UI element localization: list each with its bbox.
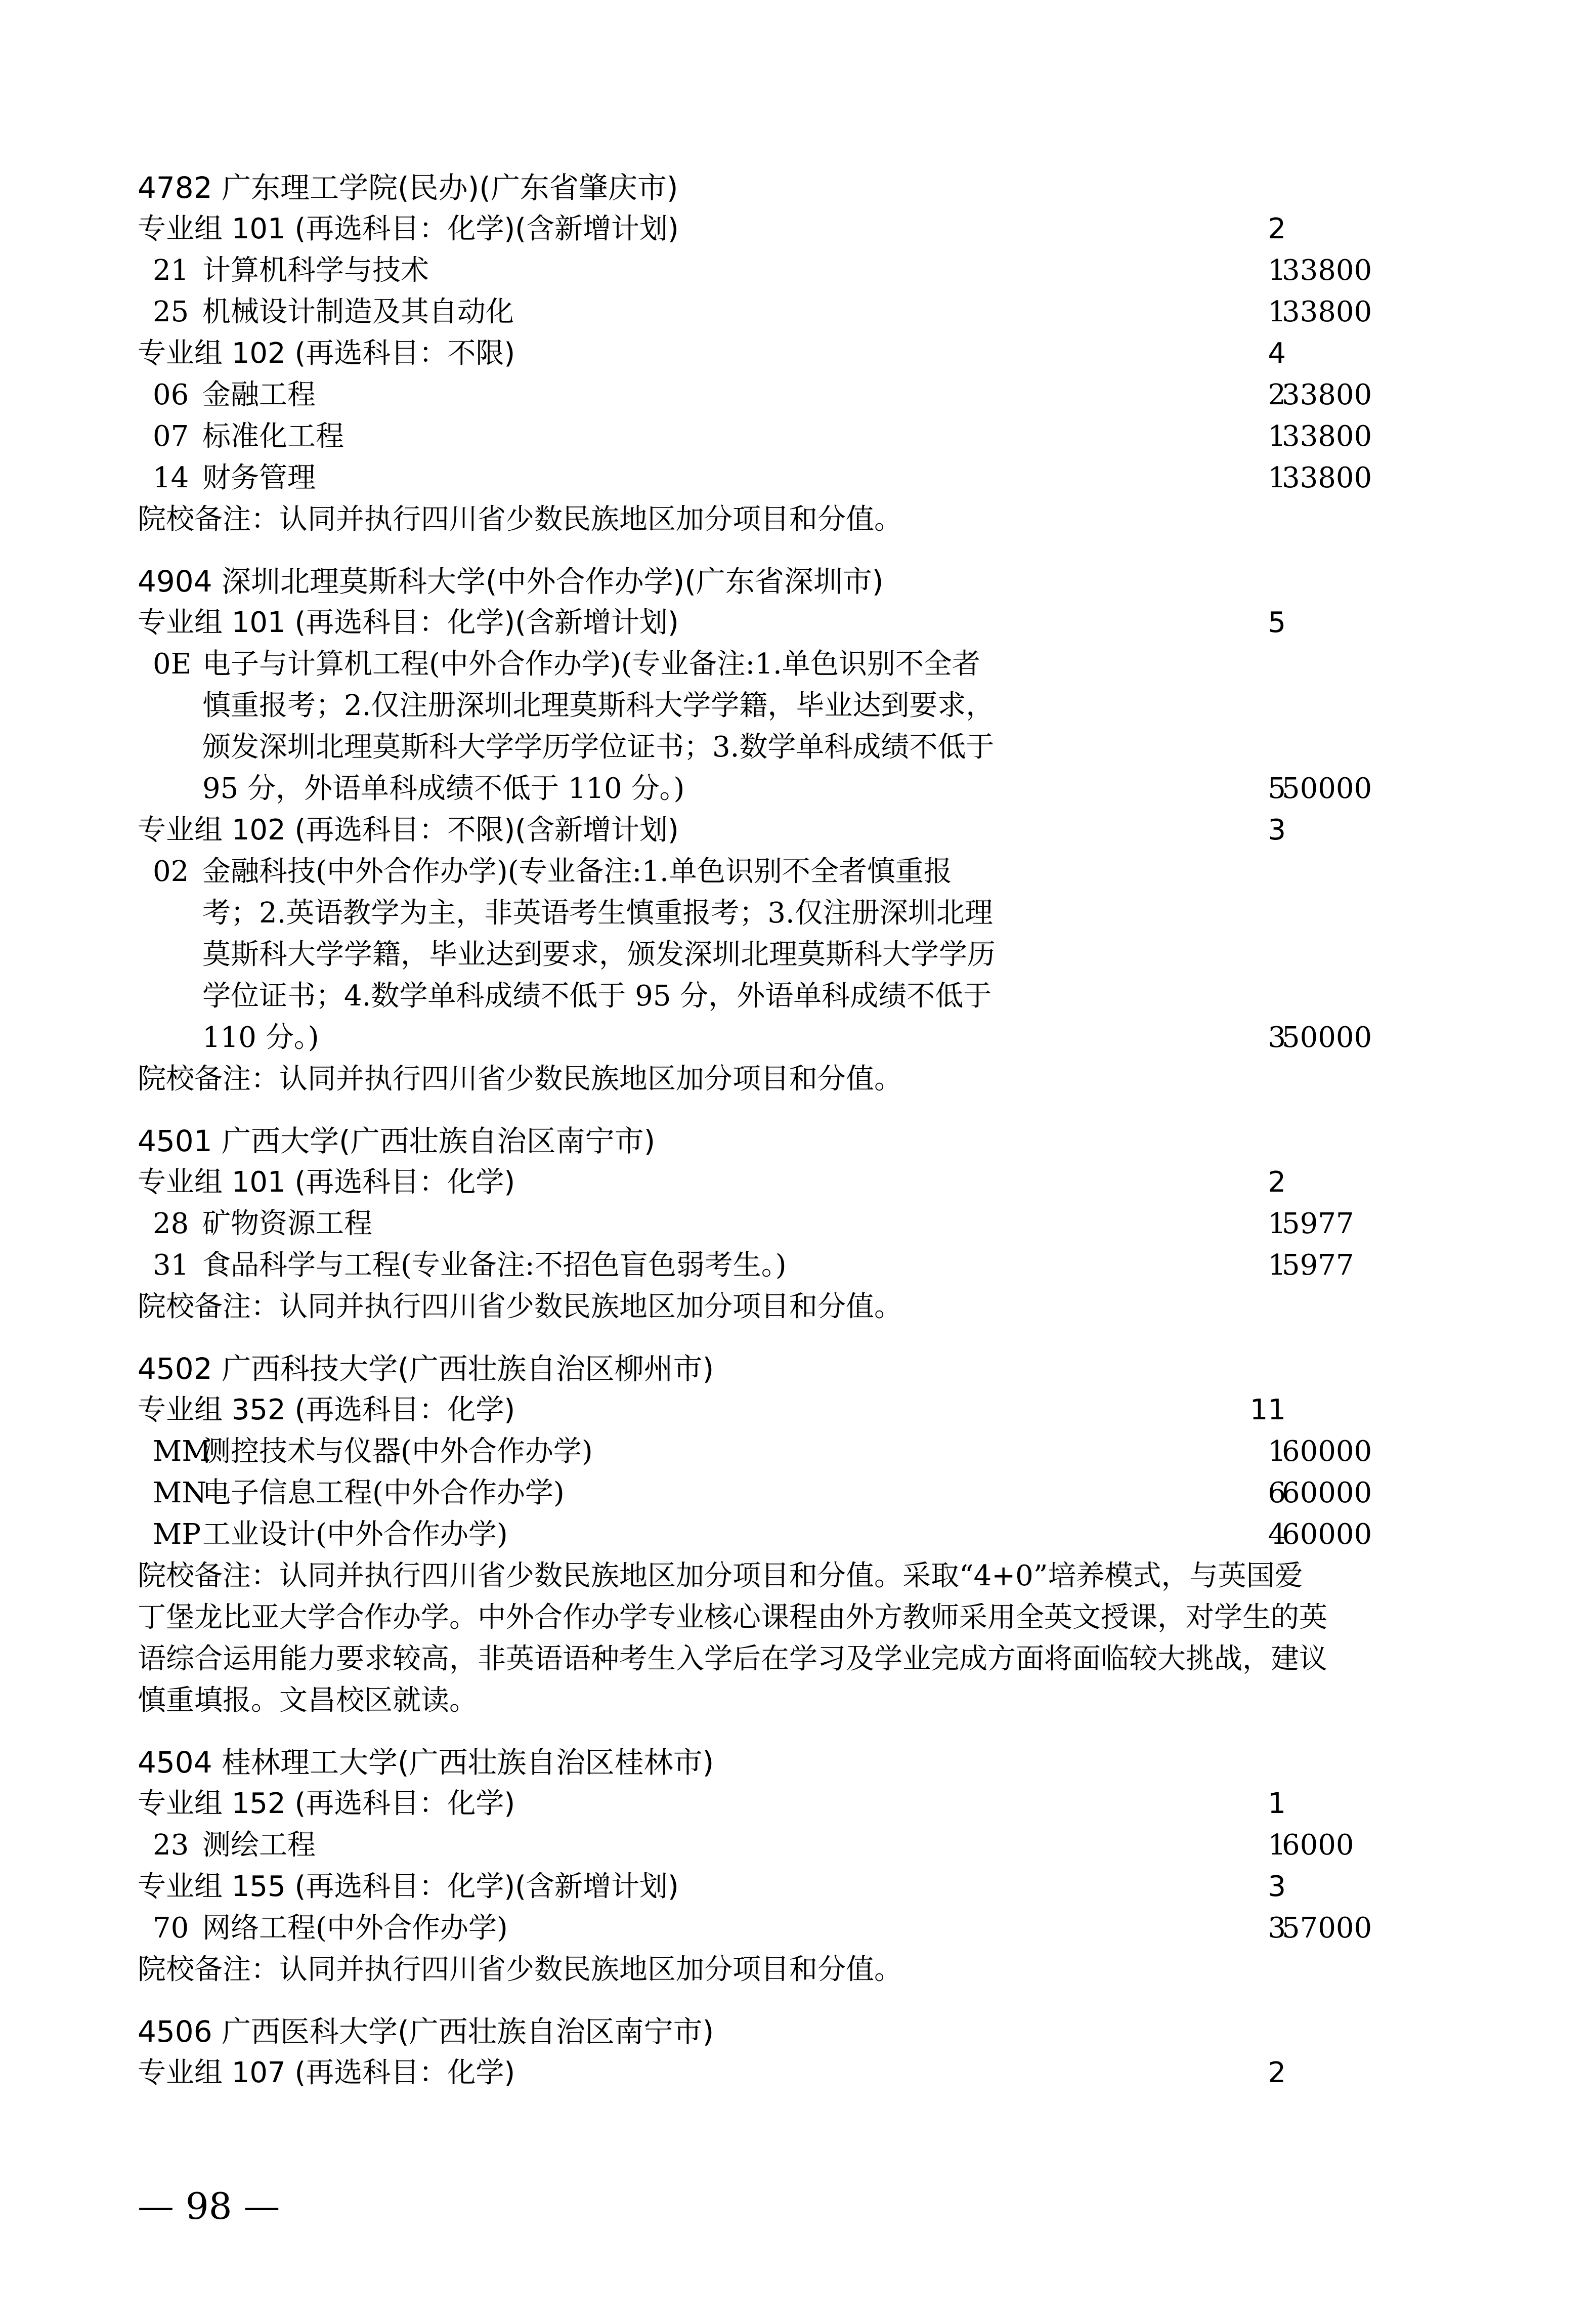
major-code: MN [153,1477,207,1509]
major-name-line: 测绘工程 [202,1829,316,1862]
major-tuition-fee: 33800 [1282,420,1372,453]
major-name-line: 学位证书；4.数学单科成绩不低于 95 分，外语单科成绩不低于 [202,980,992,1013]
school-note-text: 认同并执行四川省少数民族地区加分项目和分值。 [279,503,902,536]
major-group-header [138,810,1483,851]
school-note-line [138,1059,1483,1100]
school-title: 4501 广西大学(广西壮族自治区南宁市) [138,1124,656,1158]
major-row [138,1825,1483,1866]
school-note-line [138,1597,1483,1638]
major-code: 25 [153,296,189,328]
major-group-title: 专业组 107 (再选科目：化学) [138,2056,515,2089]
major-group-count: 11 [1249,1394,1286,1426]
major-row [138,851,1483,1059]
major-name-line: 慎重报考；2.仅注册深圳北理莫斯科大学学籍，毕业达到要求， [202,689,995,722]
major-group-title: 专业组 101 (再选科目：化学) [138,1166,515,1199]
major-tuition-fee: 5977 [1282,1207,1354,1240]
major-name-line: 计算机科学与技术 [202,254,429,287]
major-code: 07 [153,420,189,453]
major-code: 02 [153,855,189,888]
major-name-line: 财务管理 [202,461,316,494]
major-group-header [138,2052,1483,2094]
major-group-header [138,1389,1483,1431]
major-plan-count: 1 [1268,1249,1286,1282]
school-note-line [138,1680,1483,1721]
major-name-line: 金融工程 [202,378,316,411]
major-group-header [138,333,1483,374]
major-code: MM [153,1435,211,1468]
major-name-line: 电子信息工程(中外合作办学) [202,1477,565,1509]
school-title: 4504 桂林理工大学(广西壮族自治区桂林市) [138,1745,714,1780]
school-note-label: 院校备注： [138,1559,279,1592]
enrollment-plan-listing [138,167,1483,2094]
major-code: MP [153,1518,201,1551]
major-group-title: 专业组 102 (再选科目：不限) [138,337,515,370]
major-code: 0E [153,648,192,681]
school-note-text: 语综合运用能力要求较高，非英语语种考生入学后在学习及学业完成方面将面临较大挑战，建议 [138,1642,1327,1675]
major-code: 31 [153,1249,189,1282]
major-tuition-fee: 60000 [1282,1435,1372,1468]
major-plan-count: 1 [1268,1829,1286,1862]
major-row [138,1514,1483,1555]
major-tuition-fee: 50000 [1282,1021,1372,1054]
school-note-line [138,1638,1483,1680]
major-plan-count: 1 [1268,461,1286,494]
major-code: 70 [153,1912,189,1945]
major-name-line: 莫斯科大学学籍，毕业达到要求，颁发深圳北理莫斯科大学学历 [202,938,996,971]
school-title: 4782 广东理工学院(民办)(广东省肇庆市) [138,171,678,205]
major-name-line: 颁发深圳北理莫斯科大学学历学位证书；3.数学单科成绩不低于 [202,731,995,764]
school-note-text: 丁堡龙比亚大学合作办学。中外合作办学专业核心课程由外方教师采用全英文授课，对学生的英 [138,1601,1327,1634]
major-row [138,250,1483,291]
major-group-title: 专业组 101 (再选科目：化学)(含新增计划) [138,606,679,639]
school-note-line [138,1286,1483,1328]
major-name-line: 95 分，外语单科成绩不低于 110 分。) [202,772,685,805]
major-tuition-fee: 57000 [1282,1912,1372,1945]
major-name-line: 标准化工程 [202,420,344,453]
major-group-title: 专业组 152 (再选科目：化学) [138,1787,515,1820]
school-note-text: 认同并执行四川省少数民族地区加分项目和分值。 [279,1290,902,1323]
major-row [138,457,1483,499]
major-name-line: 110 分。) [202,1021,319,1054]
school-note [138,499,1483,540]
major-row [138,291,1483,333]
major-group-title: 专业组 102 (再选科目：不限)(含新增计划) [138,814,679,847]
major-tuition-fee: 33800 [1282,254,1372,287]
major-row [138,1203,1483,1245]
school-note-line [138,499,1483,540]
major-plan-count: 4 [1268,1518,1286,1551]
major-row [138,416,1483,457]
school-note [138,1059,1483,1100]
school-title: 4502 广西科技大学(广西壮族自治区柳州市) [138,1352,714,1386]
major-name-line: 网络工程(中外合作办学) [202,1912,508,1945]
major-group-count: 5 [1268,606,1286,639]
school-note-text: 认同并执行四川省少数民族地区加分项目和分值。 [279,1953,902,1986]
major-code: 28 [153,1207,189,1240]
school-note-text: 认同并执行四川省少数民族地区加分项目和分值。采取“4+0”培养模式，与英国爱 [279,1559,1303,1592]
school-note-text: 慎重填报。文昌校区就读。 [138,1684,478,1717]
major-group-title: 专业组 101 (再选科目：化学)(含新增计划) [138,213,679,245]
major-group-count: 1 [1268,1787,1286,1820]
school-note-line [138,1949,1483,1991]
school-note [138,1949,1483,1991]
school-title: 4904 深圳北理莫斯科大学(中外合作办学)(广东省深圳市) [138,564,884,599]
major-name-line: 机械设计制造及其自动化 [202,296,514,328]
major-row [138,644,1483,810]
school-note-label: 院校备注： [138,503,279,536]
major-tuition-fee: 60000 [1282,1518,1372,1551]
school-note [138,1286,1483,1328]
major-group-header [138,1866,1483,1908]
major-group-count: 2 [1268,1166,1286,1199]
major-code: 21 [153,254,189,287]
major-plan-count: 1 [1268,254,1286,287]
major-tuition-fee: 33800 [1282,296,1372,328]
major-group-title: 专业组 155 (再选科目：化学)(含新增计划) [138,1870,679,1903]
major-tuition-fee: 33800 [1282,378,1372,411]
school-note-label: 院校备注： [138,1063,279,1095]
school-note [138,1555,1483,1721]
major-name-line: 食品科学与工程(专业备注:不招色盲色弱考生。) [202,1249,787,1282]
major-code: 06 [153,378,189,411]
major-tuition-fee: 5977 [1282,1249,1354,1282]
school-note-label: 院校备注： [138,1953,279,1986]
school-title: 4506 广西医科大学(广西壮族自治区南宁市) [138,2014,714,2049]
major-plan-count: 1 [1268,1435,1286,1468]
major-tuition-fee: 33800 [1282,461,1372,494]
major-group-count: 3 [1268,1870,1286,1903]
major-plan-count: 3 [1268,1021,1286,1054]
major-group-header [138,1783,1483,1825]
major-row [138,1472,1483,1514]
major-group-header [138,1162,1483,1203]
major-name-line: 考；2.英语教学为主，非英语考生慎重报考；3.仅注册深圳北理 [202,897,993,930]
major-group-header [138,208,1483,250]
major-name-line: 电子与计算机工程(中外合作办学)(专业备注:1.单色识别不全者 [202,648,980,681]
major-row [138,1245,1483,1286]
major-name-line: 测控技术与仪器(中外合作办学) [202,1435,593,1468]
major-name-line: 工业设计(中外合作办学) [202,1518,508,1551]
major-plan-count: 2 [1268,378,1286,411]
major-group-title: 专业组 352 (再选科目：化学) [138,1394,515,1426]
school-note-text: 认同并执行四川省少数民族地区加分项目和分值。 [279,1063,902,1095]
major-row [138,374,1483,416]
major-group-count: 3 [1268,814,1286,847]
major-tuition-fee: 60000 [1282,1477,1372,1509]
major-group-count: 2 [1268,2056,1286,2089]
school-note-line [138,1555,1483,1597]
major-name-line: 金融科技(中外合作办学)(专业备注:1.单色识别不全者慎重报 [202,855,952,888]
major-plan-count: 5 [1268,772,1286,805]
major-code: 23 [153,1829,189,1862]
major-plan-count: 3 [1268,1912,1286,1945]
page-number: — 98 — [138,2185,280,2227]
major-row [138,1908,1483,1949]
major-plan-count: 1 [1268,296,1286,328]
major-plan-count: 1 [1268,420,1286,453]
major-group-count: 2 [1268,213,1286,245]
major-group-header [138,602,1483,644]
major-name-line: 矿物资源工程 [202,1207,372,1240]
major-group-count: 4 [1268,337,1286,370]
major-plan-count: 6 [1268,1477,1286,1509]
major-code: 14 [153,461,189,494]
major-tuition-fee: 6000 [1282,1829,1354,1862]
major-plan-count: 1 [1268,1207,1286,1240]
major-tuition-fee: 50000 [1282,772,1372,805]
major-row [138,1431,1483,1472]
school-note-label: 院校备注： [138,1290,279,1323]
